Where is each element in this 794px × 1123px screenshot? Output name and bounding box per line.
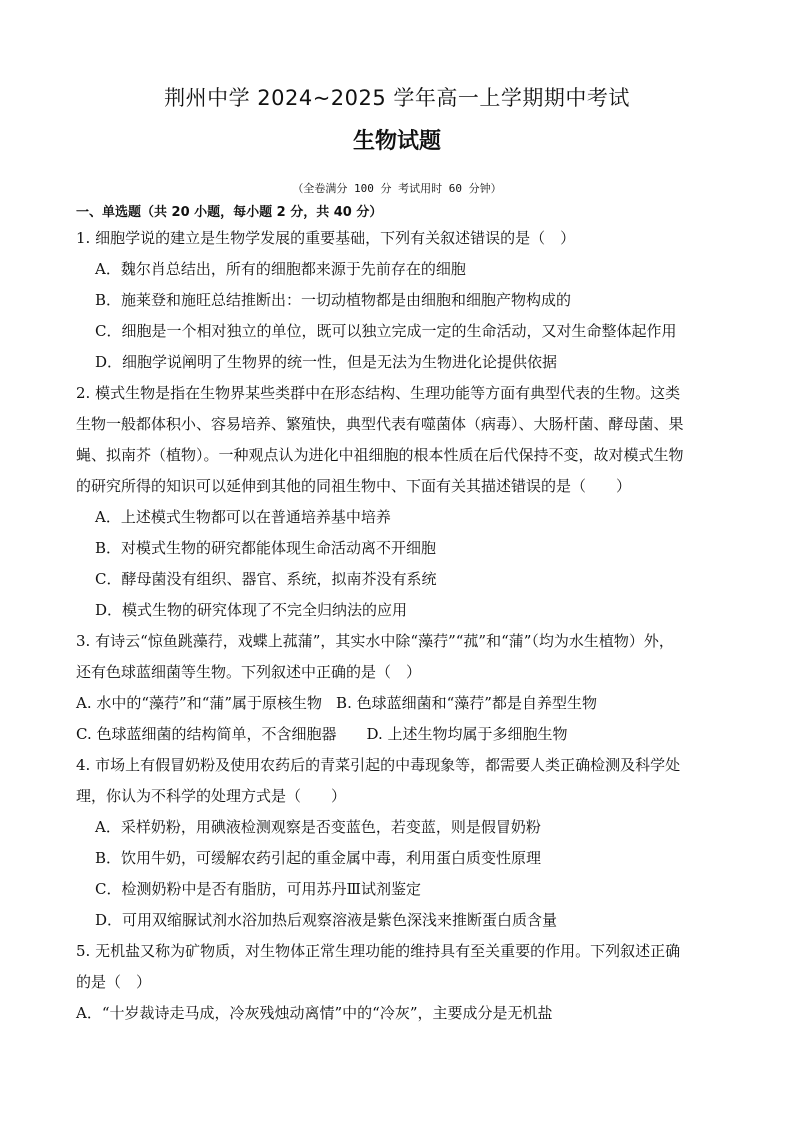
q1-option-a: A．魏尔肖总结出，所有的细胞都来源于先前存在的细胞: [95, 260, 466, 278]
q2-stem-line-4: 的研究所得的知识可以延伸到其他的同祖生物中、下面有关其描述错误的是（ ）: [76, 477, 632, 495]
exam-subtitle: 生物试题: [352, 129, 441, 154]
q4-option-c: C．检测奶粉中是否有脂肪，可用苏丹Ⅲ试剂鉴定: [95, 880, 421, 898]
q1-stem: 1. 细胞学说的建立是生物学发展的重要基础，下列有关叙述错误的是（ ）: [76, 229, 576, 247]
q3-options-row-1: [76, 693, 597, 713]
q2-option-d: D．模式生物的研究体现了不完全归纳法的应用: [95, 601, 408, 619]
q4-option-d: D．可用双缩脲试剂水浴加热后观察溶液是紫色深浅来推断蛋白质含量: [95, 911, 558, 929]
q2-stem-line-3: 蝇、拟南芥（植物）。一种观点认为进化中祖细胞的根本性质在后代保持不变，故对模式生物: [76, 446, 684, 464]
q2-stem-line-2: 生物一般都体积小、容易培养、繁殖快，典型代表有噬菌体（病毒）、大肠杆菌、酵母菌、果: [76, 415, 684, 433]
q3-option-b: B. 色球蓝细菌和“藻荇”都是自养型生物: [336, 694, 597, 712]
q1-option-c: C．细胞是一个相对独立的单位，既可以独立完成一定的生命活动，又对生命整体起作用: [95, 322, 677, 340]
q4-option-a: A．采样奶粉，用碘液检测观察是否变蓝色，若变蓝，则是假冒奶粉: [95, 818, 541, 836]
q3-stem-line-2: 还有色球蓝细菌等生物。下列叙述中正确的是（ ）: [76, 663, 422, 681]
q4-stem-line-2: 理，你认为不科学的处理方式是（ ）: [76, 787, 347, 805]
q3-option-c: C. 色球蓝细菌的结构简单，不含细胞器: [76, 725, 337, 743]
q2-option-c: C．酵母菌没有组织、器官、系统，拟南芥没有系统: [95, 570, 437, 588]
q5-option-a: A．“十岁裁诗走马成，冷灰残烛动离情”中的“冷灰”，主要成分是无机盐: [76, 1004, 553, 1022]
q3-options-row-2: [76, 724, 568, 744]
q1-option-d: D．细胞学说阐明了生物界的统一性，但是无法为生物进化论提供依据: [95, 353, 558, 371]
exam-title: 荆州中学 2024~2025 学年高一上学期期中考试: [164, 86, 630, 110]
q3-stem-line-1: 3. 有诗云“惊鱼跳藻荇，戏蝶上菰蒲”，其实水中除“藻荇”“菰”和“蒲”（均为水生植物）外，: [76, 632, 674, 650]
q5-stem-line-1: 5. 无机盐又称为矿物质，对生物体正常生理功能的维持具有至关重要的作用。下列叙述正确: [76, 942, 681, 960]
q2-stem-line-1: 2. 模式生物是指在生物界某些类群中在形态结构、生理功能等方面有典型代表的生物。这类: [76, 384, 681, 402]
exam-note: （全卷满分 100 分 考试用时 60 分钟）: [292, 182, 502, 195]
q4-option-b: B．饮用牛奶，可缓解农药引起的重金属中毒，利用蛋白质变性原理: [95, 849, 542, 867]
q2-option-b: B．对模式生物的研究都能体现生命活动离不开细胞: [95, 539, 437, 557]
q2-option-a: A．上述模式生物都可以在普通培养基中培养: [95, 508, 391, 526]
q3-option-a: A. 水中的“藻荇”和“蒲”属于原核生物: [76, 694, 323, 712]
section-heading: 一、单选题（共 20 小题，每小题 2 分，共 40 分）: [76, 205, 383, 220]
q5-stem-line-2: 的是（ ）: [76, 973, 152, 991]
q4-stem-line-1: 4. 市场上有假冒奶粉及使用农药后的青菜引起的中毒现象等，都需要人类正确检测及科学处: [76, 756, 681, 774]
q3-option-d: D. 上述生物均属于多细胞生物: [366, 725, 568, 743]
q1-option-b: B．施莱登和施旺总结推断出：一切动植物都是由细胞和细胞产物构成的: [95, 291, 572, 309]
